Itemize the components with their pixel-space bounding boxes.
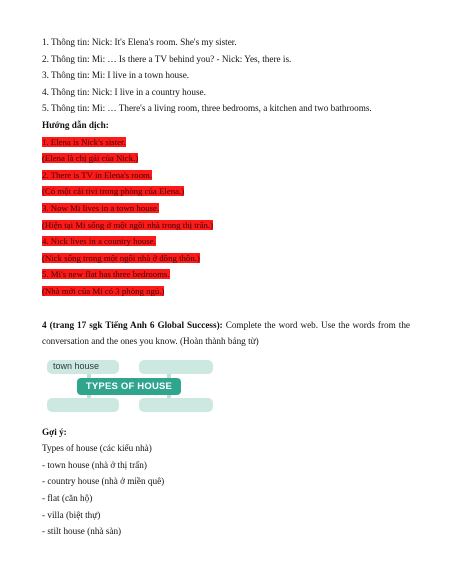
translation-line: (Nhà mới của Mi có 3 phòng ngủ.)	[42, 285, 165, 296]
translation-line: 1. Elena is Nick's sister.	[42, 136, 126, 147]
hint-line: - town house (nhà ở thị trấn)	[42, 459, 147, 470]
info-line: 4. Thông tin: Nick: I live in a country house.	[42, 86, 206, 97]
translation-line: 3. Now Mi lives in a town house.	[42, 202, 160, 213]
info-line: 1. Thông tin: Nick: It's Elena's room. She's my sister.	[42, 37, 237, 47]
web-box-top-left	[47, 360, 119, 374]
hint-line: - flat (căn hộ)	[42, 493, 93, 504]
web-connector	[167, 395, 171, 398]
web-box-bottom-right	[139, 398, 213, 412]
translation-line: 4. Nick lives in a country house.	[42, 236, 156, 247]
web-center-label: TYPES OF HOUSE	[77, 378, 181, 395]
translation-line: (Elena là chị gái của Nick.)	[42, 153, 139, 164]
translation-list	[42, 135, 410, 299]
guide-heading: Hướng dẫn dịch:	[42, 119, 109, 130]
exercise-paragraph	[42, 317, 410, 350]
hint-line: - stilt house (nhà sàn)	[42, 526, 122, 537]
info-line: 5. Thông tin: Mi: … There's a living room, three bedrooms, a kitchen and two bathrooms.	[42, 103, 372, 114]
hint-line: - country house (nhà ở miền quê)	[42, 476, 165, 487]
translation-line: (Nick sống trong một ngôi nhà ở đồng thôn.)	[42, 252, 200, 263]
web-box-top-right	[139, 360, 213, 374]
info-line: 2. Thông tin: Mi: … Is there a TV behind you? - Nick: Yes, there is.	[42, 53, 292, 64]
translation-line: (Hiện tại Mi sống ở một ngôi nhà trong thị trấn.)	[42, 219, 214, 230]
word-web	[47, 358, 217, 414]
hint-heading: Gợi ý:	[42, 426, 67, 437]
hint-list	[42, 440, 410, 540]
exercise-text: Complete the word web. Use the words from the conversation and the ones you know. (Hoàn thành bảng từ)	[42, 319, 410, 347]
info-line: 3. Thông tin: Mi: I live in a town house.	[42, 70, 190, 81]
translation-line: (Có một cái tivi trong phòng của Elena.)	[42, 186, 185, 197]
web-box-bottom-left	[47, 398, 119, 412]
document-page	[42, 34, 410, 540]
hint-line: - villa (biệt thự)	[42, 509, 101, 520]
hint-line: Types of house (các kiểu nhà)	[42, 443, 152, 454]
web-box-label: town house	[53, 360, 100, 371]
translation-line: 5. Mi's new flat has three bedrooms.	[42, 269, 170, 280]
translation-line: 2. There is TV in Elena's room.	[42, 169, 153, 180]
web-connector	[87, 395, 91, 398]
exercise-title: 4 (trang 17 sgk Tiếng Anh 6 Global Success):	[42, 319, 223, 330]
info-list	[42, 34, 410, 117]
